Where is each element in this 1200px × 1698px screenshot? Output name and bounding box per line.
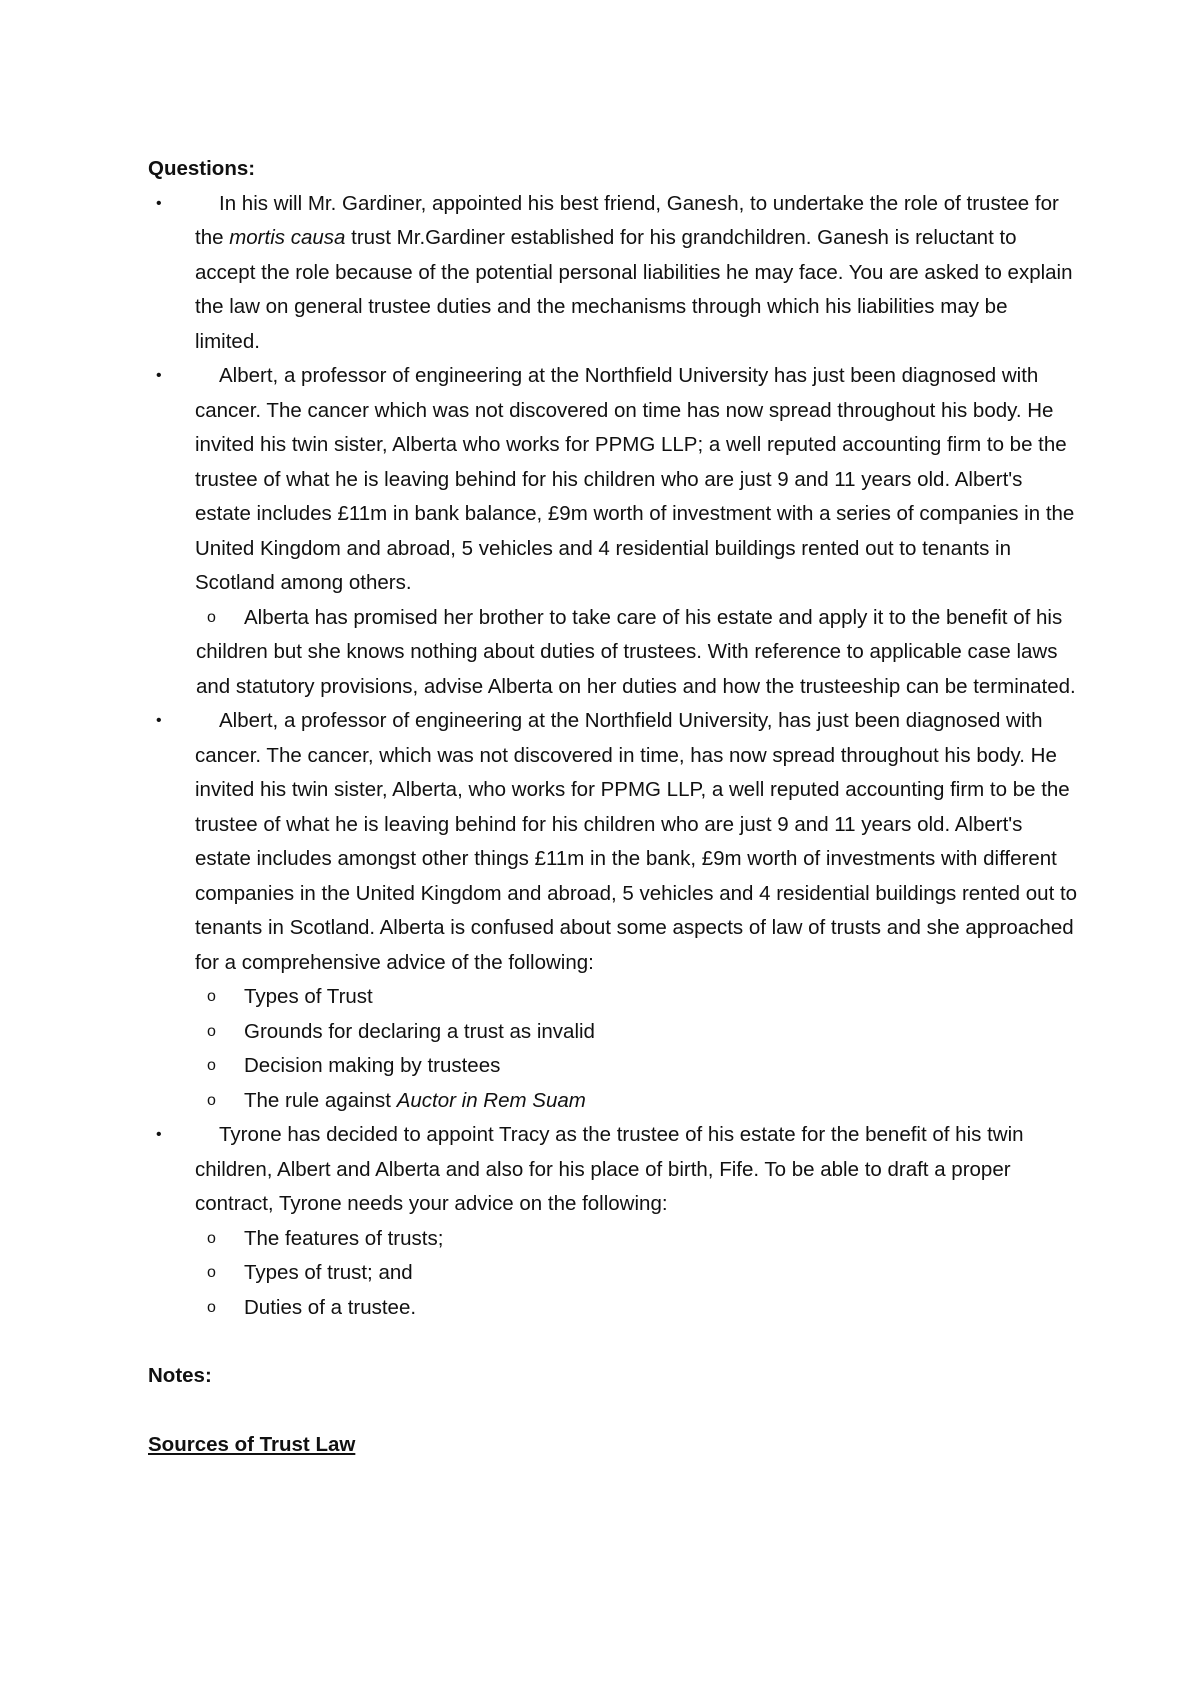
question-item-1 xyxy=(148,187,1078,360)
document-content xyxy=(148,152,1078,1483)
sub-bullet-icon: o xyxy=(207,988,216,1005)
question-2-body: Albert, a professor of engineering at the Northfield University has just been diagnosed with cancer. The cancer which was not discovered on time has now spread throughout his body. He invited his twin sister, Alberta who works for PPMG LLP; a well reputed accounting firm to be the trustee of what he is leaving behind for his children who are just 9 and 11 years old. Albert's estate includes £11m in bank balance, £9m worth of investment with a series of companies in the United Kingdom and abroad, 5 vehicles and 4 residential buildings rented out to tenants in Scotland among others. xyxy=(195,364,1075,594)
question-item-2 xyxy=(148,359,1078,601)
sub-bullet-icon: o xyxy=(207,608,216,626)
question-3-sub-4-part-a: The rule against xyxy=(244,1088,397,1112)
question-1-italic: mortis causa xyxy=(229,226,346,249)
questions-heading: Questions: xyxy=(148,157,256,180)
bullet-icon: • xyxy=(156,1126,162,1143)
sub-bullet-icon: o xyxy=(207,1298,216,1316)
question-3-sub-item-4 xyxy=(148,1084,1078,1119)
bullet-icon: • xyxy=(156,712,162,729)
question-3-sub-text-1: Types of Trust xyxy=(244,985,373,1008)
question-3-sub-4-italic: Auctor in Rem Suam xyxy=(396,1088,586,1112)
question-4-sub-text-2: Types of trust; and xyxy=(244,1261,413,1284)
question-3-sub-text-2: Grounds for declaring a trust as invalid xyxy=(244,1019,595,1043)
question-text-2 xyxy=(195,364,1074,594)
question-2-sub-text-1: Alberta has promised her brother to take care of his estate and apply it to the benefit of his children but she knows nothing about duties of trustees. With reference to applicable case laws and statutory provisions, advise Alberta on her duties and how the trusteeship can be terminated. xyxy=(196,605,1076,698)
questions-list xyxy=(148,187,1078,1326)
question-4-sub-item-3 xyxy=(148,1291,1078,1326)
question-1-part-b: trust Mr.Gardiner established for his grandchildren. Ganesh is reluctant to accept the role because of the potential personal liabilities he may face. You are asked to explain the law on general trustee duties and the mechanisms through which his liabilities may be limited. xyxy=(195,226,1073,353)
question-4-sub-item-2 xyxy=(148,1256,1078,1291)
question-3-sub-item-2 xyxy=(148,1015,1078,1050)
sub-bullet-icon: o xyxy=(207,1264,216,1281)
question-4-sub-text-3: Duties of a trustee. xyxy=(244,1295,417,1319)
sub-bullet-icon: o xyxy=(207,1057,216,1074)
section-heading-sources: Sources of Trust Law xyxy=(148,1432,356,1456)
sub-bullet-icon: o xyxy=(207,1229,216,1247)
question-4-body: Tyrone has decided to appoint Tracy as the trustee of his estate for the benefit of his twin children, Albert and Alberta and also for his place of birth, Fife. To be able to draft a proper contract, Tyrone needs your advice on the following: xyxy=(195,1123,1024,1215)
question-1-part-a: In his will Mr. Gardiner, appointed his best friend, Ganesh, to undertake the role of trustee for the xyxy=(195,191,1059,249)
question-3-sub-item-1 xyxy=(148,980,1078,1015)
question-3-body: Albert, a professor of engineering at the Northfield University, has just been diagnosed with cancer. The cancer, which was not discovered in time, has now spread throughout his body. He invited his twin sister, Alberta, who works for PPMG LLP, a well reputed accounting firm to be the trustee of what he is leaving behind for his children who are just 9 and 11 years old. Albert's estate includes amongst other things £11m in the bank, £9m worth of investments with different companies in the United Kingdom and abroad, 5 vehicles and 4 residential buildings rented out to tenants in Scotland. Alberta is confused about some aspects of law of trusts and she approached for a comprehensive advice of the following: xyxy=(195,709,1078,974)
sub-bullet-icon: o xyxy=(207,1091,216,1109)
question-text-4 xyxy=(195,1123,1024,1215)
bullet-icon: • xyxy=(156,367,162,384)
question-3-sub-item-3 xyxy=(148,1049,1078,1084)
question-2-sub-item-1 xyxy=(148,601,1078,705)
question-3-sub-text-3: Decision making by trustees xyxy=(244,1054,501,1077)
question-item-3 xyxy=(148,704,1078,980)
notes-heading: Notes: xyxy=(148,1364,212,1387)
question-4-sub-item-1 xyxy=(148,1222,1078,1257)
bullet-icon: • xyxy=(156,194,162,212)
question-item-4 xyxy=(148,1118,1078,1222)
question-3-sub-text-4 xyxy=(196,1084,1078,1119)
question-text-1 xyxy=(195,192,1073,353)
question-4-sub-text-1: The features of trusts; xyxy=(244,1226,444,1250)
question-text-3 xyxy=(195,709,1077,974)
sub-bullet-icon: o xyxy=(207,1022,216,1040)
